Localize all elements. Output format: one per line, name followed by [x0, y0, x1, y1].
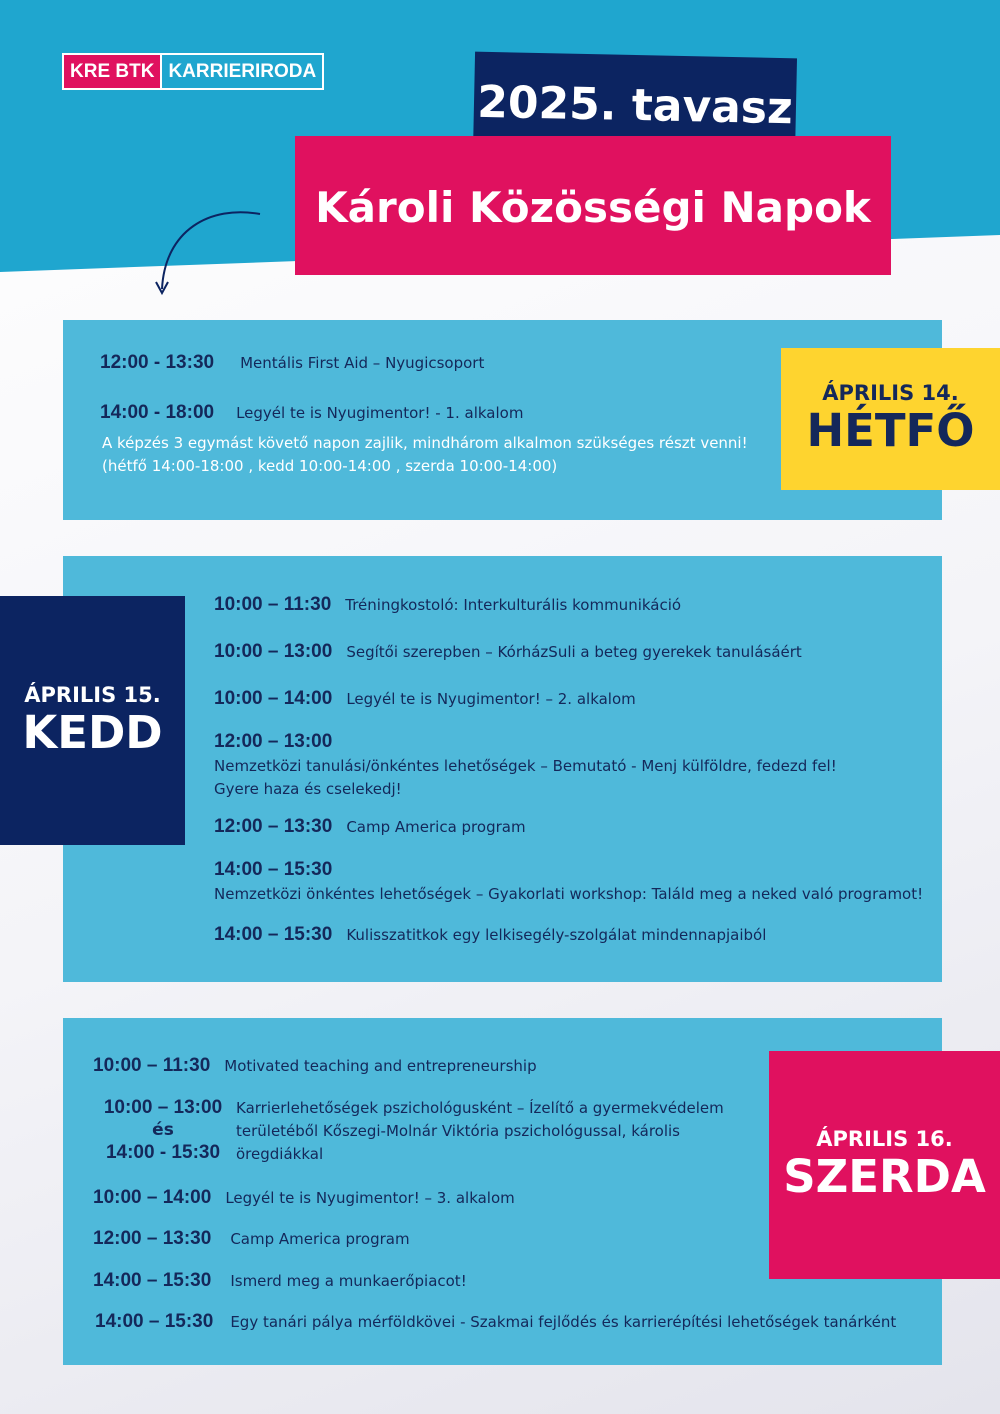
event-title: Segítői szerepben – KórházSuli a beteg gyerekek tanulásáért [346, 643, 802, 661]
tuesday-event-1 [214, 594, 681, 616]
day-name: SZERDA [783, 1150, 986, 1204]
event-title: Ismerd meg a munkaerőpiacot! [230, 1272, 467, 1290]
event-title: Legyél te is Nyugimentor! – 2. alkalom [346, 690, 636, 708]
tuesday-event-7 [214, 924, 766, 946]
logo-karrieriroda: KARRIERIRODA [160, 55, 322, 88]
event-time: 10:00 – 11:30 [214, 594, 332, 615]
event-title: Nemzetközi önkéntes lehetőségek – Gyakorlati workshop: Találd meg a neked való programot! [214, 885, 924, 903]
tuesday-event-3 [214, 688, 636, 710]
event-time: 10:00 – 14:00 [214, 688, 333, 709]
event-title: Camp America program [230, 1230, 410, 1248]
event-title: Tréningkostoló: Interkulturális kommunikáció [345, 596, 682, 614]
event-time: 14:00 – 15:30 [214, 924, 333, 945]
tuesday-event-4 [214, 731, 914, 801]
logo [62, 53, 324, 90]
event-title-cont: öregdiákkal [236, 1145, 324, 1163]
day-name: HÉTFŐ [806, 404, 975, 458]
wednesday-event-5 [93, 1270, 467, 1292]
monday-note [102, 432, 782, 478]
monday-badge [781, 348, 1000, 490]
event-time: 12:00 - 13:30 [100, 352, 215, 373]
wednesday-event-2-times [93, 1096, 233, 1164]
wednesday-event-4 [93, 1228, 410, 1250]
season-label: 2025. tavasz [473, 52, 797, 159]
event-time: 14:00 – 15:30 [93, 1270, 212, 1291]
event-title: Karrierlehetőségek pszichológusként – Ízelítő a gyermekvédelem [236, 1099, 724, 1117]
event-title: Kulisszatitkok egy lelkisegély-szolgálat mindennapjaiból [346, 926, 767, 944]
event-time: 10:00 – 14:00 [93, 1187, 212, 1208]
note-line: (hétfő 14:00-18:00 , kedd 10:00-14:00 , szerda 10:00-14:00) [102, 457, 558, 475]
day-date: ÁPRILIS 16. [816, 1127, 953, 1152]
tuesday-event-6 [214, 859, 934, 906]
event-time: 10:00 – 13:00 [103, 1097, 223, 1118]
event-time: 10:00 – 13:00 [214, 641, 333, 662]
wednesday-event-3 [93, 1187, 515, 1209]
event-title: Egy tanári pálya mérföldkövei - Szakmai fejlődés és karrierépítési lehetőségek tanárként [230, 1313, 897, 1331]
event-title: Motivated teaching and entrepreneurship [224, 1057, 537, 1075]
event-time: 12:00 – 13:30 [214, 816, 333, 837]
event-title: Mentális First Aid – Nyugicsoport [240, 354, 485, 372]
event-title: Nemzetközi tanulási/önkéntes lehetőségek – Bemutató - Menj külföldre, fedezd fel! [214, 757, 837, 775]
event-time: 14:00 - 18:00 [100, 402, 215, 423]
event-time: 14:00 – 15:30 [95, 1311, 214, 1332]
wednesday-badge [769, 1051, 1000, 1279]
tuesday-event-2 [214, 641, 802, 663]
event-title-cont: Gyere haza és cselekedj! [214, 780, 402, 798]
wednesday-event-1 [93, 1055, 537, 1077]
wednesday-event-6 [95, 1311, 896, 1333]
monday-event-1 [100, 352, 484, 374]
page-title: Károli Közösségi Napok [295, 136, 891, 275]
event-title: Legyél te is Nyugimentor! – 3. alkalom [225, 1189, 515, 1207]
event-time-and: és [152, 1120, 174, 1140]
event-title: Camp America program [346, 818, 526, 836]
monday-event-2 [100, 402, 523, 424]
note-line: A képzés 3 egymást követő napon zajlik, mindhárom alkalmon szükséges részt venni! [102, 434, 748, 452]
logo-kre-btk: KRE BTK [64, 55, 160, 88]
tuesday-badge [0, 596, 185, 845]
event-time: 12:00 – 13:30 [93, 1228, 212, 1249]
event-time: 12:00 – 13:00 [214, 731, 333, 752]
event-title-cont: területéből Kőszegi-Molnár Viktória pszichológussal, károlis [236, 1122, 681, 1140]
wednesday-event-2-title [236, 1097, 736, 1166]
curved-arrow-icon [150, 205, 265, 300]
day-date: ÁPRILIS 15. [24, 682, 161, 707]
day-date: ÁPRILIS 14. [822, 381, 959, 406]
event-time-second: 14:00 - 15:30 [105, 1142, 221, 1163]
tuesday-event-5 [214, 816, 526, 838]
event-time: 14:00 – 15:30 [214, 859, 333, 880]
event-time: 10:00 – 11:30 [93, 1055, 211, 1076]
event-title: Legyél te is Nyugimentor! - 1. alkalom [236, 404, 524, 422]
day-name: KEDD [22, 705, 163, 759]
